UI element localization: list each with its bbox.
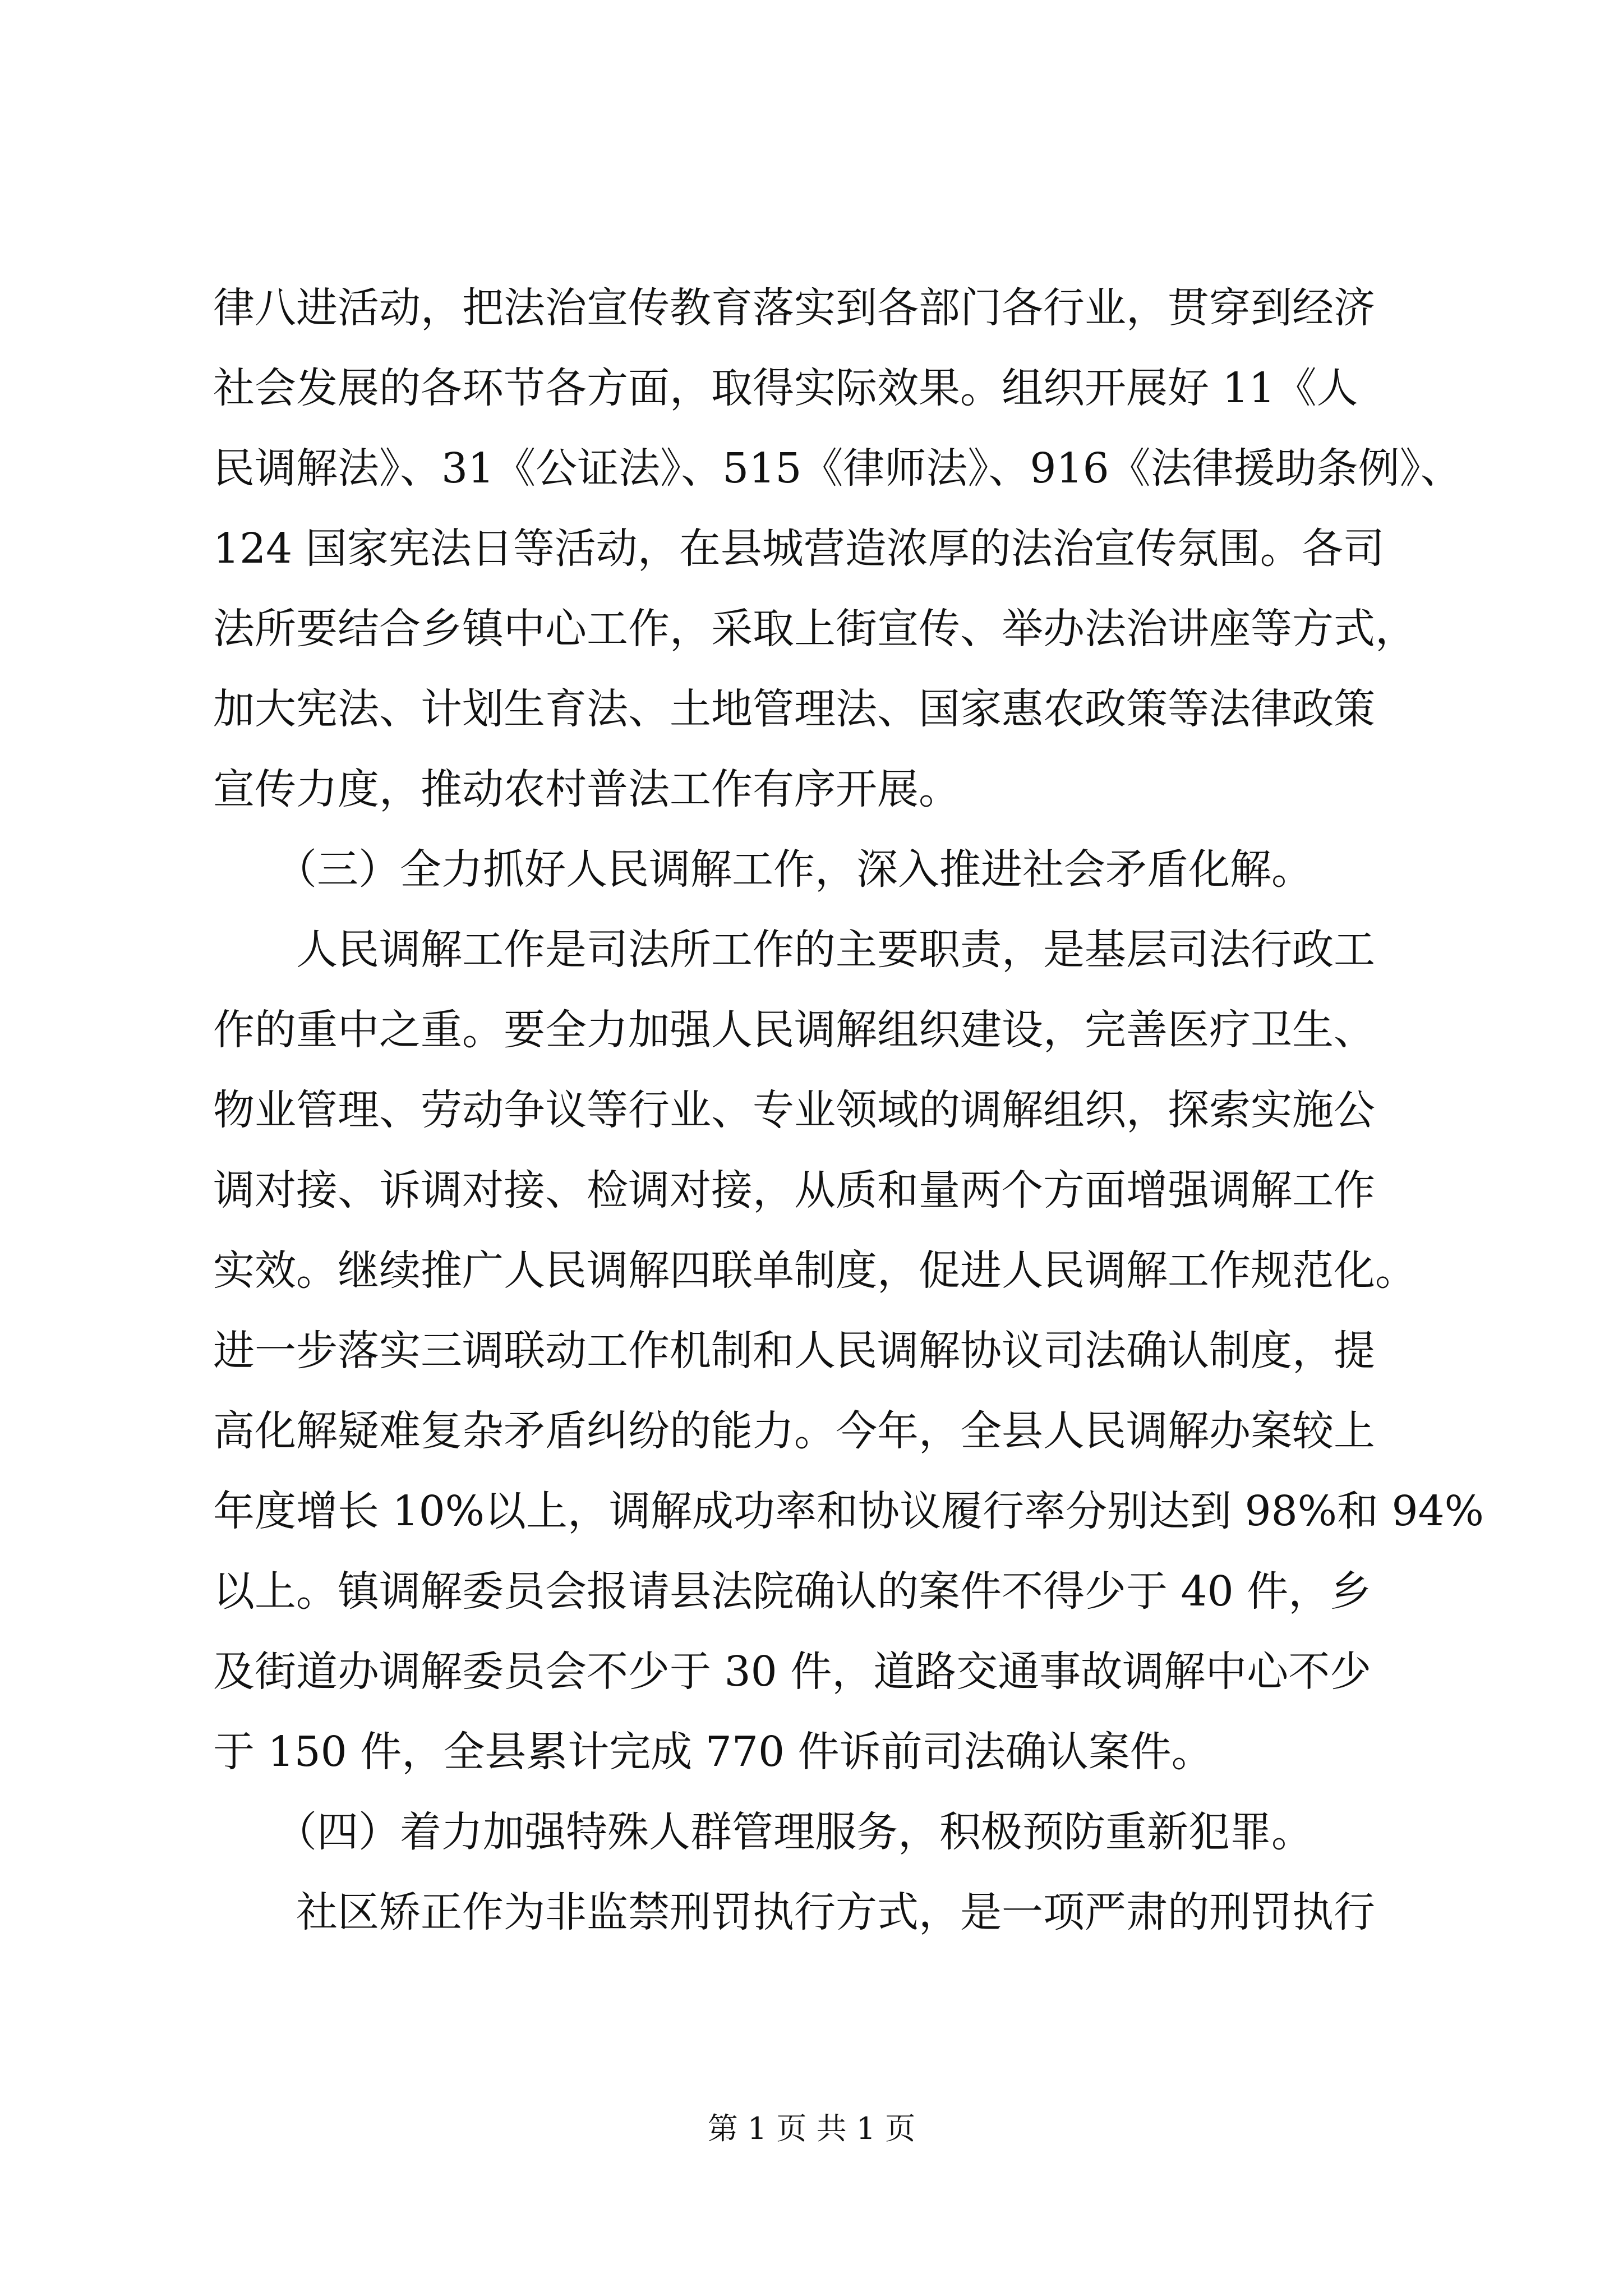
text-line: 高化解疑难复杂矛盾纠纷的能力。今年，全县人民调解办案较上	[213, 1407, 1375, 1455]
text-line: 民调解法》、31《公证法》、515《律师法》、916《法律援助条例》、	[213, 444, 1462, 493]
text-line: 调对接、诉调对接、检调对接，从质和量两个方面增强调解工作	[213, 1166, 1375, 1214]
text-line: 作的重中之重。要全力加强人民调解组织建设，完善医疗卫生、	[213, 1006, 1375, 1054]
text-line: 宣传力度，推动农村普法工作有序开展。	[213, 765, 960, 813]
text-line: 及街道办调解委员会不少于 30 件，道路交通事故调解中心不少	[213, 1648, 1372, 1696]
text-line: 以上。镇调解委员会报请县法院确认的案件不得少于 40 件，乡	[213, 1567, 1372, 1616]
text-line: 进一步落实三调联动工作机制和人民调解协议司法确认制度，提	[213, 1327, 1375, 1375]
page-footer: 第 1 页 共 1 页	[707, 2111, 916, 2146]
body-text	[213, 268, 1484, 1953]
text-line: 社会发展的各环节各方面，取得实际效果。组织开展好 11《人	[213, 364, 1358, 412]
text-line: 124 国家宪法日等活动，在县城营造浓厚的法治宣传氛围。各司	[213, 524, 1385, 573]
text-line: 社区矫正作为非监禁刑罚执行方式，是一项严肃的刑罚执行	[213, 1888, 1375, 1936]
text-line: 律八进活动，把法治宣传教育落实到各部门各行业，贯穿到经济	[213, 284, 1375, 332]
text-line: 于 150 件，全县累计完成 770 件诉前司法确认案件。	[213, 1728, 1213, 1776]
text-line: 年度增长 10%以上，调解成功率和协议履行率分别达到 98%和 94%	[213, 1487, 1484, 1535]
text-line: 人民调解工作是司法所工作的主要职责，是基层司法行政工	[213, 926, 1375, 974]
text-line: 物业管理、劳动争议等行业、专业领域的调解组织，探索实施公	[213, 1086, 1375, 1134]
section-heading-4: （四）着力加强特殊人群管理服务，积极预防重新犯罪。	[213, 1808, 1313, 1856]
section-heading-3: （三）全力抓好人民调解工作，深入推进社会矛盾化解。	[213, 845, 1313, 894]
text-line: 实效。继续推广人民调解四联单制度，促进人民调解工作规范化。	[213, 1246, 1417, 1295]
text-line: 加大宪法、计划生育法、土地管理法、国家惠农政策等法律政策	[213, 685, 1375, 733]
text-line: 法所要结合乡镇中心工作，采取上街宣传、举办法治讲座等方式，	[213, 605, 1417, 653]
